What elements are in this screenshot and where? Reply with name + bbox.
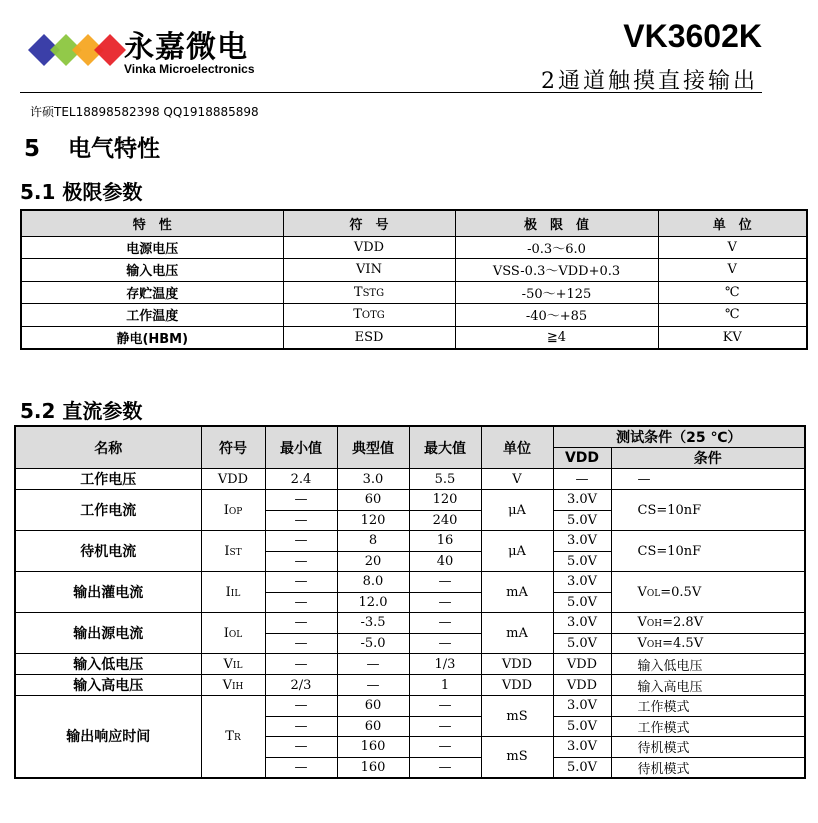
param-name: 输出响应时间 [15,696,201,778]
company-name-cn: 永嘉微电 [124,30,248,65]
param-max: 120 [409,490,481,511]
param-typ: — [337,654,409,675]
param-max: — [409,572,481,593]
param-symbol: IST [201,531,265,572]
param-min: — [265,613,337,634]
param-condition: 待机模式 [611,737,805,758]
param-unit: mS [481,696,553,737]
param-min: — [265,654,337,675]
param-name: 静电(HBM) [21,326,283,349]
param-symbol: VDD [283,236,455,259]
param-value: VSS-0.3～VDD+0.3 [455,259,658,282]
param-name: 输出灌电流 [15,572,201,613]
param-max: 16 [409,531,481,552]
param-condition: 工作模式 [611,716,805,737]
param-unit: V [658,259,807,282]
param-condition: 输入低电压 [611,654,805,675]
page-header [0,0,818,96]
param-vdd: 5.0V [553,633,611,654]
dc-parameters-table [14,425,806,779]
table-header-row [21,210,807,236]
param-condition: VOH=2.8V [611,613,805,634]
param-name: 输入电压 [21,259,283,282]
param-condition: 工作模式 [611,696,805,717]
param-min: 2.4 [265,469,337,490]
param-typ: 20 [337,551,409,572]
param-condition: 待机模式 [611,757,805,778]
param-vdd: 5.0V [553,592,611,613]
param-symbol: VIH [201,675,265,696]
param-unit: μA [481,490,553,531]
table-row [15,490,805,511]
param-name: 输入低电压 [15,654,201,675]
param-max: 1/3 [409,654,481,675]
param-typ: 8.0 [337,572,409,593]
absolute-ratings-table [20,209,808,350]
param-symbol: VIL [201,654,265,675]
param-value: -0.3～6.0 [455,236,658,259]
param-typ: — [337,675,409,696]
param-typ: 60 [337,490,409,511]
param-min: — [265,737,337,758]
section-number: 5 [24,136,41,162]
table-row [21,259,807,282]
param-min: — [265,757,337,778]
param-unit: V [481,469,553,490]
header-divider [20,92,762,93]
table-row [15,613,805,634]
param-condition: 输入高电压 [611,675,805,696]
param-typ: 60 [337,696,409,717]
header-min: 最小值 [265,426,337,469]
param-unit: μA [481,531,553,572]
param-unit: ℃ [658,304,807,327]
param-unit: mS [481,737,553,778]
section-heading-5-1: 5.1 极限参数 [20,180,143,204]
param-symbol: TOTG [283,304,455,327]
param-min: 2/3 [265,675,337,696]
param-max: 240 [409,510,481,531]
param-vdd: — [553,469,611,490]
param-unit: V [658,236,807,259]
header-typ: 典型值 [337,426,409,469]
param-name: 工作电压 [15,469,201,490]
param-min: — [265,592,337,613]
param-typ: 120 [337,510,409,531]
header-max: 最大值 [409,426,481,469]
param-symbol: VDD [201,469,265,490]
section-title: 电气特性 [68,136,160,162]
param-max: 40 [409,551,481,572]
param-min: — [265,551,337,572]
param-max: — [409,757,481,778]
header-vdd: VDD [553,448,611,469]
table-row [15,531,805,552]
param-max: — [409,633,481,654]
param-typ: 12.0 [337,592,409,613]
param-condition: VOH=4.5V [611,633,805,654]
param-symbol: IIL [201,572,265,613]
header-test-conditions: 测试条件（25 ℃） [553,426,805,448]
param-value: ≧4 [455,326,658,349]
param-value: -40～+85 [455,304,658,327]
param-vdd: 5.0V [553,716,611,737]
param-condition: CS=10nF [611,490,805,531]
param-name: 存贮温度 [21,281,283,304]
param-max: 1 [409,675,481,696]
param-vdd: 3.0V [553,572,611,593]
param-condition: — [611,469,805,490]
param-name: 输出源电流 [15,613,201,654]
header-limit: 极 限 值 [455,210,658,236]
header-unit: 单 位 [658,210,807,236]
contact-line: 许硕TEL18898582398 QQ1918885898 [30,105,259,119]
table-row [21,236,807,259]
param-typ: -3.5 [337,613,409,634]
section-heading-5 [24,130,160,163]
param-name: 待机电流 [15,531,201,572]
param-min: — [265,633,337,654]
param-unit: ℃ [658,281,807,304]
param-name: 工作温度 [21,304,283,327]
document-title: 2通道触摸直接输出 [541,69,758,94]
param-vdd: 3.0V [553,696,611,717]
param-name: 输入高电压 [15,675,201,696]
param-max: — [409,737,481,758]
param-vdd: 3.0V [553,613,611,634]
param-unit: mA [481,572,553,613]
param-symbol: IOL [201,613,265,654]
param-vdd: 5.0V [553,551,611,572]
param-min: — [265,490,337,511]
param-vdd: 3.0V [553,737,611,758]
model-number: VK3602K [623,18,762,54]
vinka-logo-icon [28,26,128,74]
param-min: — [265,531,337,552]
param-symbol: TSTG [283,281,455,304]
param-vdd: 3.0V [553,531,611,552]
param-typ: 60 [337,716,409,737]
param-symbol: ESD [283,326,455,349]
header-characteristic: 特 性 [21,210,283,236]
param-symbol: IOP [201,490,265,531]
param-min: — [265,716,337,737]
table-row [21,326,807,349]
param-unit: KV [658,326,807,349]
param-typ: 160 [337,737,409,758]
param-typ: 3.0 [337,469,409,490]
table-header-row [15,426,805,448]
param-unit: VDD [481,675,553,696]
param-min: — [265,510,337,531]
param-min: — [265,572,337,593]
header-symbol: 符号 [201,426,265,469]
header-name: 名称 [15,426,201,469]
param-condition: CS=10nF [611,531,805,572]
table-row [15,675,805,696]
header-condition: 条件 [611,448,805,469]
param-vdd: 3.0V [553,490,611,511]
table-row [15,654,805,675]
param-symbol: TR [201,696,265,778]
param-value: -50～+125 [455,281,658,304]
param-name: 工作电流 [15,490,201,531]
param-name: 电源电压 [21,236,283,259]
table-row [15,469,805,490]
header-unit: 单位 [481,426,553,469]
table-row [15,572,805,593]
company-name-en: Vinka Microelectronics [124,62,255,76]
param-vdd: 5.0V [553,757,611,778]
param-max: — [409,592,481,613]
param-typ: -5.0 [337,633,409,654]
param-condition: VOL=0.5V [611,572,805,613]
param-min: — [265,696,337,717]
param-vdd: VDD [553,675,611,696]
param-vdd: VDD [553,654,611,675]
param-unit: VDD [481,654,553,675]
param-max: — [409,613,481,634]
header-symbol: 符 号 [283,210,455,236]
table-row [15,696,805,717]
param-unit: mA [481,613,553,654]
table-row [21,304,807,327]
param-max: — [409,716,481,737]
param-typ: 160 [337,757,409,778]
table-row [21,281,807,304]
section-heading-5-2: 5.2 直流参数 [20,399,143,423]
param-symbol: VIN [283,259,455,282]
param-max: — [409,696,481,717]
param-typ: 8 [337,531,409,552]
param-max: 5.5 [409,469,481,490]
param-vdd: 5.0V [553,510,611,531]
